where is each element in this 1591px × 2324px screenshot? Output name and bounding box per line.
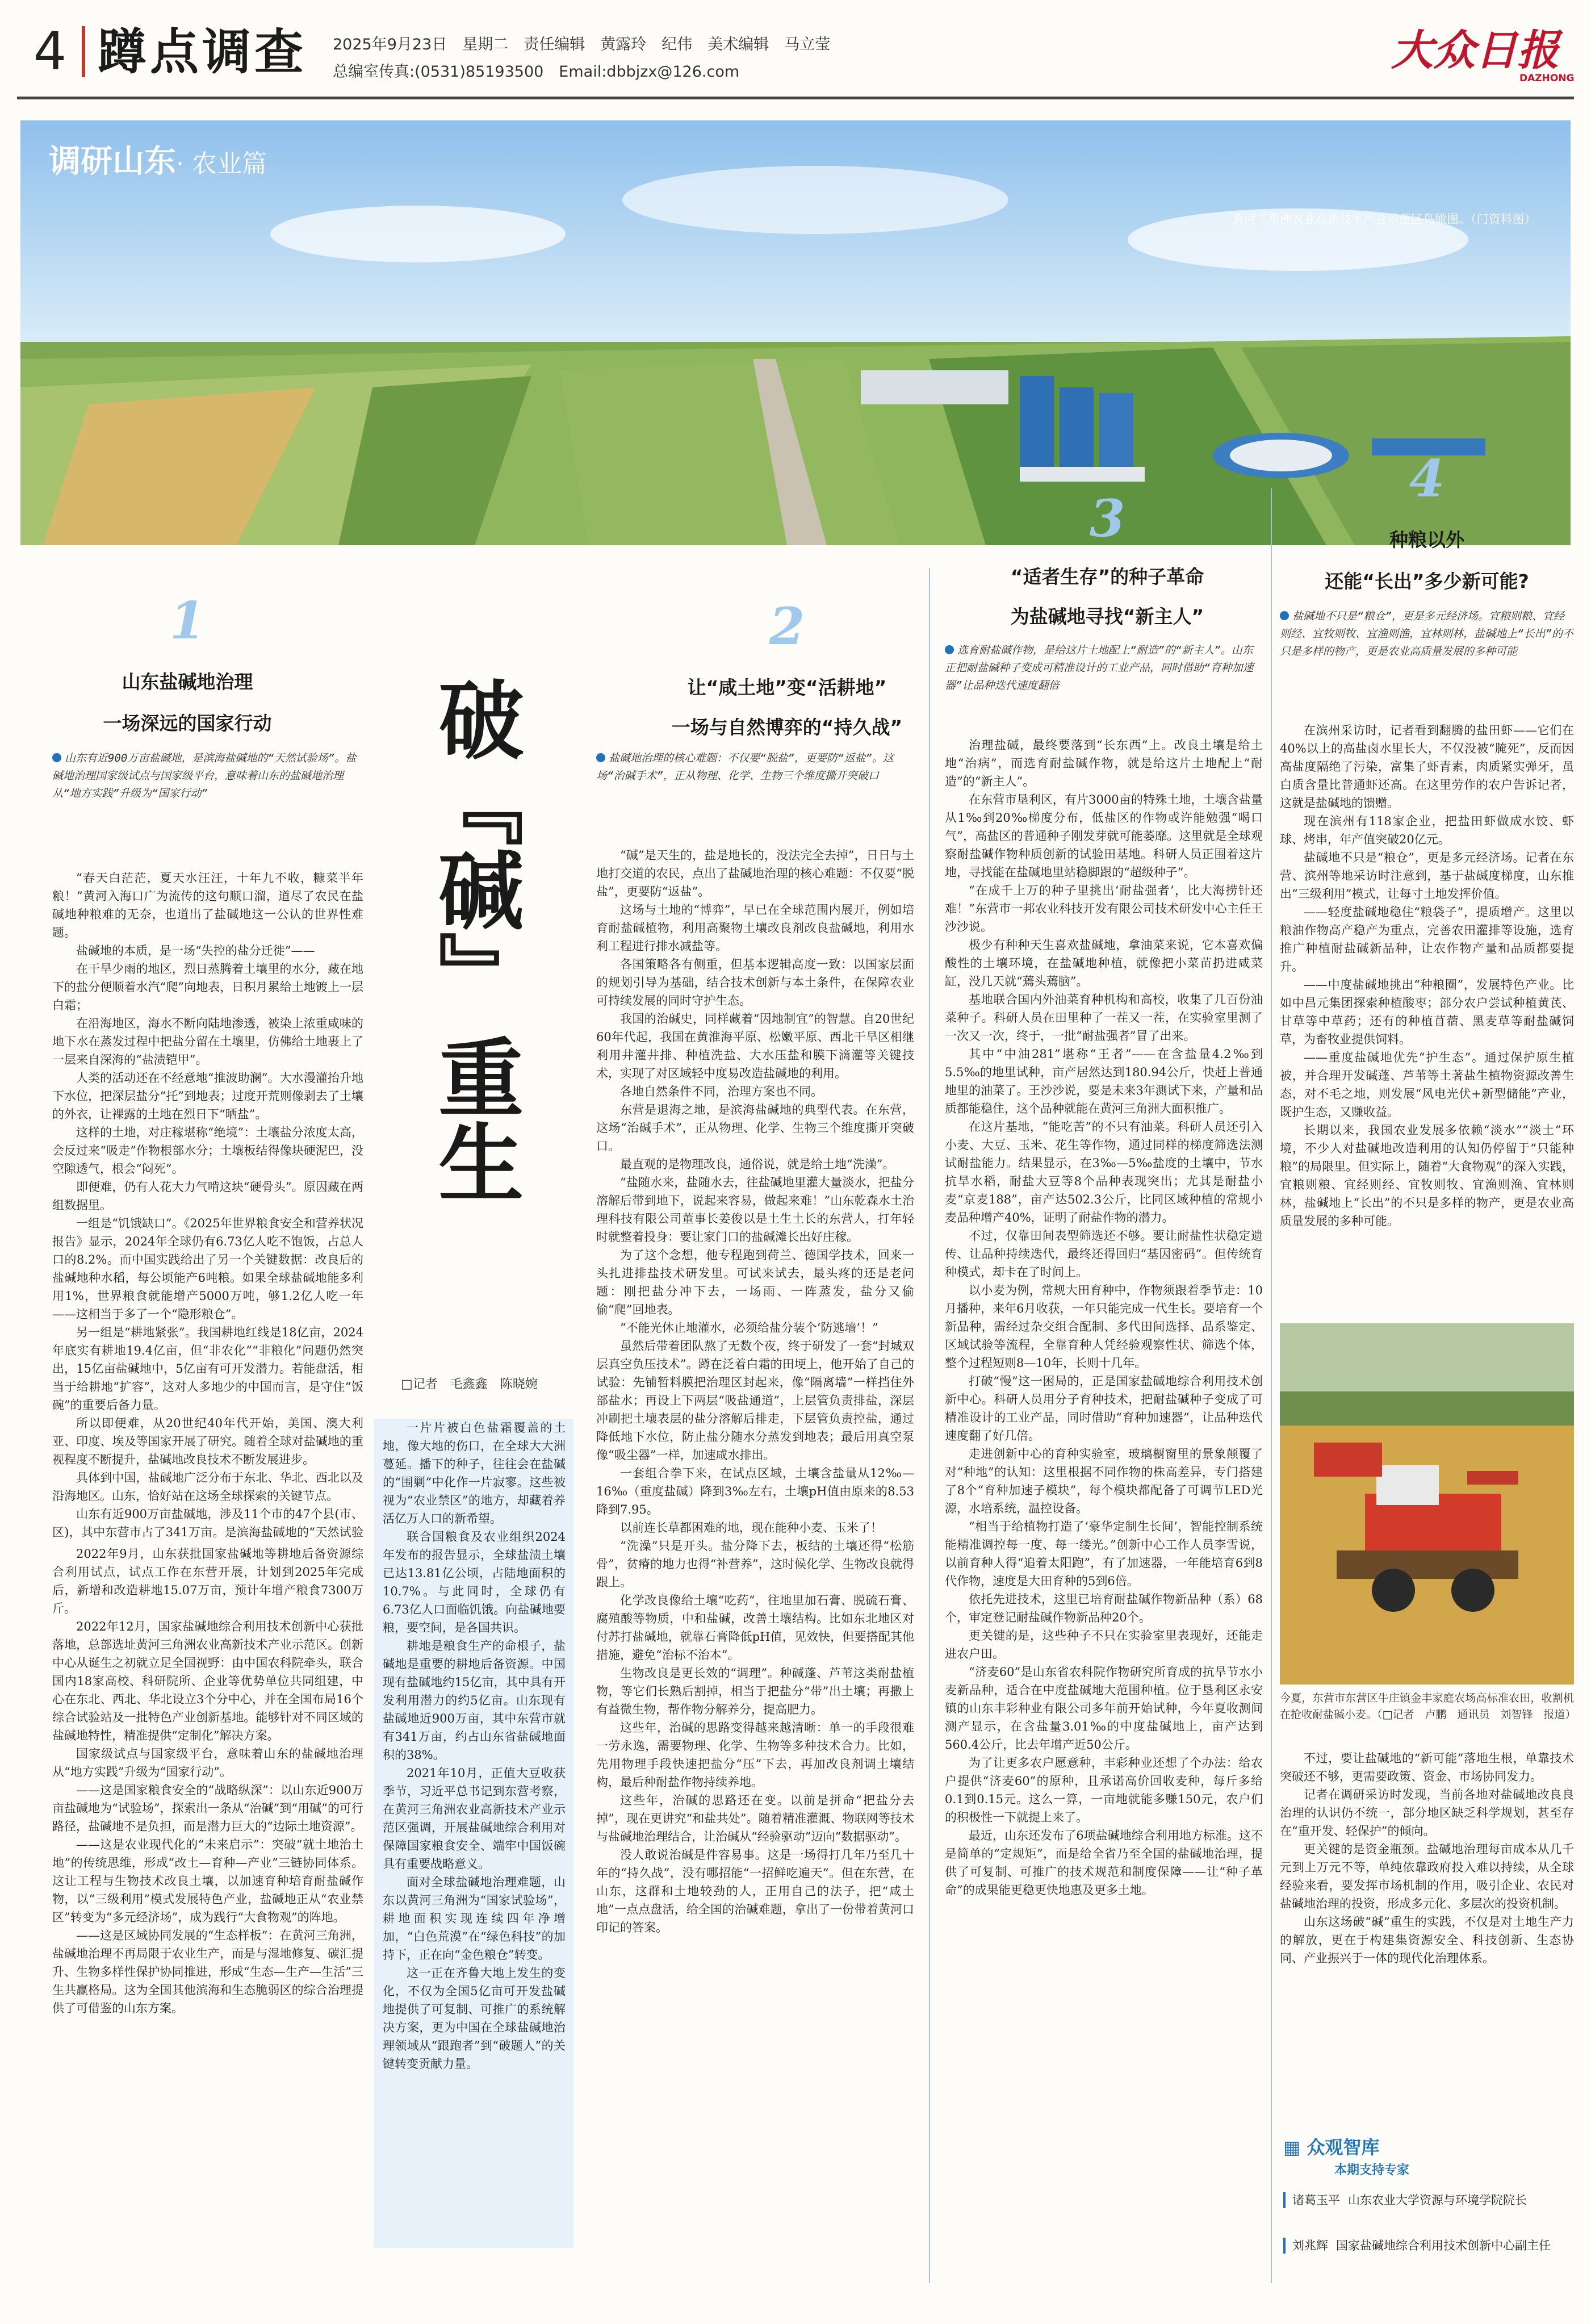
column-2 [596, 846, 914, 2277]
paragraph: 一套组合拳下来，在试点区域，土壤含盐量从12‰—16‰（重度盐碱）降到3‰左右，土壤pH值由原来的8.53降到7.95。 [596, 1466, 914, 1516]
section-1-subtitle: 一场深远的国家行动 [103, 712, 272, 734]
paragraph: 走进创新中心的育种实验室，玻璃橱窗里的景象颠覆了对“种地”的认知：这里根据不同作物的株高差异，专门搭建了8个“育种加速子模块”，每个模块都配备了可调节LED光源，水培系统，温控设备。 [945, 1447, 1263, 1515]
column-1a [52, 869, 363, 1539]
main-headline [411, 676, 536, 1204]
series-banner [49, 136, 267, 182]
header-divider [82, 26, 85, 77]
paragraph: “盐随水来，盐随水去，往盐碱地里灌大量淡水，把盐分溶解后带到地下，说起来容易，做起来难！”山东乾森水土治理科技有限公司董事长姜俊以是土生土长的东营人，打年轻时就整着投身：要让家门口的盐碱滩长出好庄稼。 [596, 1176, 914, 1244]
paragraph: 为了这个念想，他专程跑到荷兰、德国学技术，回来一头扎进排盐技术研发里。可试来试去，最头疼的还是老问题：刚把盐分冲下去，一场雨、一阵蒸发，盐分又偷偷“爬”回地表。 [596, 1248, 914, 1316]
paragraph: “不能光休止地灌水，必须给盐分装个‘防逃墙’！” [620, 1321, 878, 1335]
section-1-lead-text: 山东有近900万亩盐碱地，是滨海盐碱地的“天然试验场”。盐碱地治理国家级试点与国家级平台，意味着山东的盐碱地治理从“地方实践”升级为“国家行动” [52, 752, 357, 800]
think-tank-title [1283, 2133, 1379, 2159]
grid-icon: ▦ [1283, 2137, 1307, 2158]
paragraph: 2022年12月，国家盐碱地综合利用技术创新中心获批落地，总部选址黄河三角洲农业高新技术产业示范区。创新中心从诞生之初就立足全国视野：由中国农科院牵头，联合国内18家高校、科研院所、企业等优势单位共同组建，中心在东北、西北、华北设立3个分中心，并在全国布局16个综合试验站及一批特色产业创新基地。能够针对不同区域的盐碱地特性，精准提供“定制化”解决方案。 [52, 1620, 363, 1742]
section-3-number: 3 [1089, 488, 1125, 549]
expert-name: 诸葛玉平 [1292, 2193, 1340, 2207]
section-2-number: 2 [769, 596, 805, 657]
paragraph: 具体到中国，盐碱地广泛分布于东北、华北、西北以及沿海地区。山东，恰好站在这场全球探索的关键节点。 [52, 1471, 363, 1503]
paragraph: 面对全球盐碱地治理难题，山东以黄河三角洲为“国家试验场”，耕地面积实现连续四年净增加，“白色荒漠”在“绿色科技”的加持下，正在向“金色粮仓”转变。 [383, 1875, 566, 1962]
section-3-lead-text: 选育耐盐碱作物，是给这片土地配上“耐造”的“新主人”。山东正把耐盐碱种子变成可精准设计的工业产品，同时借助“育种加速器”让品种迭代速度翻倍 [945, 644, 1254, 692]
harvest-photo-caption: 今夏，东营市东营区牛庄镇金丰家庭农场高标准农田，收割机在抢收耐盐碱小麦。（□记者 卢鹏 通讯员 刘智锋 报道） [1280, 1692, 1576, 1721]
paragraph: “相当于给植物打造了‘豪华定制生长间’，智能控制系统能精准调控每一度、每一缕光。”创新中心工作人员李雪说，以前育种人得“追着太阳跑”，有了加速器，一年能培育6到8代作物，速度是大田育种的5到6倍。 [945, 1520, 1263, 1588]
paragraph: 我国的治碱史，同样藏着“因地制宜”的智慧。自20世纪60年代起，我国在黄淮海平原、松嫩平原、西北干旱区相继利用井灌井排、种植洗盐、大水压盐和膜下滴灌等关键技术，实现了对区域轻中度易改造盐碱地的利用。 [596, 1012, 914, 1080]
section-2-lead-text: 盐碱地治理的核心难题：不仅要“脱盐”，更要防“返盐”。这场“治碱手术”，正从物理、化学、生物三个维度撕开突破口 [596, 752, 894, 782]
paragraph: 另一组是“耕地紧张”。我国耕地红线是18亿亩，2024年底实有耕地19.4亿亩，但“非农化”“非粮化”问题仍然突出，15亿亩盐碱地中，5亿亩有可开发潜力。若能盘活，相当于给耕地“扩容”，这对人多地少的中国而言，是守住“饭碗”的重要后备力量。 [52, 1326, 363, 1412]
section-4-number: 4 [1409, 449, 1445, 509]
expert-title: 国家盐碱地综合利用技术创新中心副主任 [1336, 2239, 1551, 2252]
paragraph: 更关键的是资金瓶颈。盐碱地治理每亩成本从几千元到上万元不等，单纯依靠政府投入难以持续，从全球经验来看，要发挥市场机制的作用，吸引企业、农民对盐碱地治理的投资，形成多元化、多层次的投资机制。 [1280, 1842, 1574, 1911]
paragraph: 更关键的是，这些种子不只在实验室里表现好，还能走进农户田。 [945, 1629, 1263, 1661]
paragraph: ——这是农业现代化的“未来启示”：突破“就土地治土地”的传统思维，形成“改土—育种—产业”三链协同体系。这让工程与生物技术改良土壤，以加速育种培育耐盐碱作物，以“三级利用”模式发展特色产业，盐碱地正从“农业禁区”转变为“多元经济场”，成为践行“大食物观”的阵地。 [52, 1838, 363, 1924]
paragraph: ——轻度盐碱地稳住“粮袋子”，提质增产。这里以粮油作物高产稳产为重点，完善农田灌排等设施，选育推广种植耐盐碱新品种，让农作物产量和品质都要提升。 [1280, 905, 1574, 973]
paragraph: 依托先进技术，这里已培育耐盐碱作物新品种（系）68个，审定登记耐盐碱作物新品种20个。 [945, 1592, 1263, 1624]
expert-item [1283, 2238, 1574, 2254]
paragraph: 以小麦为例，常规大田育种中，作物须跟着季节走：10月播种，来年6月收获，一年只能完成一代生长。要培育一个新品种，需经过杂交组合配制、多代田间选择、品系鉴定、区域试验等流程，全靠育种人凭经验观察性状、筛选个体，整个过程短则8—10年，长则十几年。 [945, 1284, 1263, 1370]
paragraph: “碱”是天生的，盐是地长的，没法完全去掉”，日日与土地打交道的农民，点出了盐碱地治理的核心难题：不仅要“脱盐”，更要防“返盐”。 [596, 848, 914, 898]
paragraph: ——重度盐碱地优先“护生态”。通过保护原生植被，并合理开发碱蓬、芦苇等土著盐生植物资源改善生态，对不毛之地，则发展“风电光伏+新型储能”产业，既护生态，又赚收益。 [1280, 1051, 1574, 1119]
paragraph: 打破“慢”这一困局的，正是国家盐碱地综合利用技术创新中心。科研人员用分子育种技术，把耐盐碱种子变成了可精准设计的工业产品，同时借助“育种加速器”，让品种迭代速度翻了好几倍。 [945, 1374, 1263, 1443]
paragraph: 为了让更多农户愿意种，丰彩种业还想了个办法：给农户提供“济麦60”的原种，且承诺高价回收麦种，每斤多给0.1到0.15元。这么一算，一亩地就能多赚150元，农户们的积极性一下就提上来了。 [945, 1756, 1263, 1824]
section-4-lead-text: 盐碱地不只是“粮仓”，更是多元经济场。宜粮则粮、宜经则经、宜牧则牧、宜渔则渔，宜林则林，盐碱地上“长出”的不只是多样的物产，更是农业高质量发展的多种可能 [1280, 610, 1573, 658]
headline-part-1: 破『碱』 [424, 676, 524, 1017]
paragraph: 联合国粮食及农业组织2024年发布的报告显示，全球盐渍土壤已达13.81亿公顷，占陆地面积的10.7%。与此同时，全球仍有6.73亿人口面临饥饿。向盐碱地要粮，要空间，是各国共识。 [383, 1530, 566, 1635]
section-1-number: 1 [169, 591, 206, 651]
paragraph: 2022年9月，山东获批国家盐碱地等耕地后备资源综合利用试点，试点工作在东营开展，计划到2025年完成后，新增和改造耕地15.07万亩，预计年增产粮食7300万斤。 [52, 1547, 363, 1615]
paragraph: 最直观的是物理改良，通俗说，就是给土地“洗澡”。 [620, 1157, 895, 1171]
paragraph: 化学改良像给土壤“吃药”，往地里加石膏、脱硫石膏、腐殖酸等物质，中和盐碱，改善土壤结构。比如东北地区对付苏打盐碱地，就靠石膏降低pH值，见效快，但要搭配其他措施，避免“治标不治本”。 [596, 1594, 914, 1662]
section-title: 蹲点调查 [98, 24, 307, 81]
photo-caption: 黄河三角洲农业高新技术产业示范区鸟瞰图。（门资料图） [1232, 212, 1536, 226]
column-divider [1271, 488, 1272, 2283]
paragraph: ——这是区域协同发展的“生态样板”：在黄河三角洲，盐碱地治理不再局限于农业生产，而是与湿地修复、碳汇提升、生物多样性保护协同推进，形成“生态—生产—生活”三生共赢格局。这为全国其他滨海和生态脆弱区的综合治理提供了可借鉴的山东方案。 [52, 1929, 363, 2015]
section-2-lead [596, 750, 914, 841]
paragraph: 治理盐碱，最终要落到“长东西”上。改良土壤是给土地“治病”，而选育耐盐碱作物，就是给这片土地配上“耐造”的“新主人”。 [945, 738, 1263, 788]
section-2-subtitle: 一场与自然博弈的“持久战” [671, 716, 903, 738]
paragraph: 这些年，治碱的思路还在变。以前是拼命“把盐分去掉”，现在更讲究“和盐共处”。随着精准灌溉、物联网等技术与盐碱地治理结合，让治碱从“经验驱动”迈向“数据驱动”。 [596, 1794, 914, 1844]
paragraph: 在沿海地区，海水不断向陆地渗透，被染上浓重咸味的地下水在蒸发过程中把盐分留在土壤里，仿佛给土地裹上了一层来自深海的“盐渍铠甲”。 [52, 1017, 363, 1067]
paragraph: 所以即便难，从20世纪40年代开始，美国、澳大利亚、印度、埃及等国家开展了研究。随着全球对盐碱地的重视程度不断提升，盐碱地改良技术不断发展进步。 [52, 1416, 363, 1466]
paragraph: “济麦60”是山东省农科院作物研究所育成的抗旱节水小麦新品种，适合在中度盐碱地大范围种植。位于垦利区永安镇的山东丰彩种业有限公司多年前开始试种，今年夏收测间测产显示，在含盐量3.01‰的中度盐碱地上，亩产达到560.4公斤，比去年增产近50公斤。 [945, 1665, 1263, 1752]
expert-name: 刘兆辉 [1292, 2239, 1328, 2252]
paragraph: 一组是“饥饿缺口”。《2025年世界粮食安全和营养状况报告》显示，2024年全球仍有6.73亿人吃不饱饭，占总人口的8.2%。而中国实践给出了另一个关键数据：改良后的盐碱地种水稻，每公顷能产6吨粮。如果全球盐碱地能多利用1%，世界粮食就能增产5000万吨，够1.2亿人吃一年——这相当于多了一个“隐形粮仓”。 [52, 1217, 363, 1321]
header-meta-editors: 2025年9月23日 星期二 责任编辑 黄露玲 纪伟 美术编辑 马立莹 [333, 36, 831, 53]
banner-title: 调研山东 [49, 143, 176, 180]
paragraph: 没人敢说治碱是件容易事。这是一场得打几年乃至几十年的“持久战”，没有哪招能“一招鲜吃遍天”。但在东营，在山东，这群和土地较劲的人，正用自己的法子，把“咸土地”一点点盘活，给全国的治碱难题，拿出了一份带着黄河口印记的答案。 [596, 1848, 914, 1934]
paragraph: 极少有种种天生喜欢盐碱地，拿油菜来说，它本喜欢偏酸性的土壤环境，在盐碱地种植，就像把小菜苗扔进咸菜缸，没几天就“蔫头蔫脑”。 [945, 938, 1263, 988]
paragraph: 不过，要让盐碱地的“新可能”落地生根，单靠技术突破还不够，更需要政策、资金、市场协同发力。 [1280, 1752, 1574, 1783]
section-1-lead [52, 750, 363, 861]
expert-item [1283, 2192, 1574, 2208]
paragraph: 一片片被白色盐霜覆盖的土地，像大地的伤口，在全球大大洲蔓延。播下的种子，往往会在盐碱的“围剿”中化作一片寂寥。这些被视为“农业禁区”的地方，却藏着养活亿万人口的新希望。 [383, 1421, 566, 1525]
paragraph: ——中度盐碱地挑出“种粮圈”，发展特色产业。比如中昌元集团探索种植酸枣；部分农户尝试种植黄芪、甘草等中草药；还有的种植苜蓿、黑麦草等耐盐碱饲草，为畜牧业提供饲料。 [1280, 978, 1574, 1046]
header-meta-contact: 总编室传真:(0531)85193500 Email:dbbjzx@126.com [333, 63, 740, 81]
paragraph: ——这是国家粮食安全的“战略纵深”：以山东近900万亩盐碱地为“试验场”，探索出一条从“治碱”到“用碱”的可行路径，盐碱地不是负担，而是潜力巨大的“边际土地资源”。 [52, 1783, 363, 1833]
section-3-title: “适者生存”的种子革命 [1010, 566, 1204, 588]
paragraph: 各地自然条件不同，治理方案也不同。 [620, 1085, 823, 1098]
paragraph: 长期以来，我国农业发展多依赖“淡水”“淡土”环境，不少人对盐碱地改造利用的认知仍停留于“只能种粮”的局限里。但实际上，随着“大食物观”的深入实践，宜粮则粮、宜经则经、宜牧则牧、宜渔则渔、宜林则林，盐碱地上“长出”的不只是多样的物产，更是农业高质量发展的多种可能。 [1280, 1123, 1574, 1228]
column-divider [929, 568, 930, 2283]
paragraph: 山东有近900万亩盐碱地，涉及11个市的47个县(市、区)，其中东营市占了341万亩。是滨海盐碱地的“天然试验 [52, 1507, 363, 1539]
paragraph: 以前连长草都困难的地，现在能种小麦、玉米了！ [620, 1521, 882, 1535]
paragraph: 生物改良是更长效的“调理”。种碱蓬、芦苇这类耐盐植物，等它们长熟后割掉，相当于把盐分“带”出土壤；再撒上有益微生物，帮作物分解养分，提高肥力。 [596, 1666, 914, 1716]
bullet-dot-icon [1280, 611, 1289, 620]
paragraph: 不过，仅靠田间表型筛选还不够。要让耐盐性状稳定遗传、让品种持续迭代，最终还得回归“基因密码”。但传统育种模式，却卡在了时间上。 [945, 1229, 1263, 1279]
paragraph: 这一正在齐鲁大地上发生的变化，不仅为全国5亿亩可开发盐碱地提供了可复制、可推广的系统解决方案，更为中国在全球盐碱地治理领域从“跟跑者”到“破题人”的关键转变贡献力量。 [383, 1966, 566, 2071]
paragraph: “洗澡”只是开头。盐分降下去，板结的土壤还得“松筋骨”，贫瘠的地力也得“补营养”，这时候化学、生物改良就得跟上。 [596, 1539, 914, 1589]
paragraph: 各国策略各有侧重，但基本逻辑高度一致：以国家层面的规划引导为基础，结合技术创新与本土条件，在保障农业可持续发展的同时守护生态。 [596, 958, 914, 1008]
harvest-photo [1280, 1323, 1574, 1685]
paragraph: 在滨州采访时，记者看到翻腾的盐田虾——它们在40%以上的高盐卤水里长大，不仅没被“腌死”，反而因高盐度隔绝了污染，富集了虾青素，肉质紧实弹牙，虽白质含量比普通虾还高。在这里劳作的农户告诉记者，这就是盐碱地的馈赠。 [1280, 724, 1574, 810]
section-4-subtitle: 还能“长出”多少新可能? [1325, 570, 1529, 592]
paragraph: 即便难，仍有人花大力气啃这块“硬骨头”。原因藏在两组数据里。 [52, 1180, 363, 1212]
section-4-title: 种粮以外 [1389, 529, 1464, 551]
paragraph: 人类的活动还在不经意地“推波助澜”。大水漫灌抬升地下水位，把深层盐分“托”到地表；过度开荒则像剥去了土壤的外衣，让裸露的土地在烈日下“晒盐”。 [52, 1071, 363, 1121]
paragraph: 东营是退海之地，是滨海盐碱地的典型代表。在东营，这场“治碱手术”，正从物理、化学、生物三个维度撕开突破口。 [596, 1103, 914, 1153]
newspaper-logo: 大众日报 [1391, 26, 1559, 75]
bullet-dot-icon [596, 753, 605, 762]
paragraph: “春天白茫茫，夏天水汪汪，十年九不收，糠菜半年粮！”黄河入海口广为流传的这句顺口溜，道尽了农民在盐碱地种粮难的无奈，也道出了盐碱地这一公认的世界性难题。 [52, 871, 363, 939]
header-rule [17, 97, 1574, 99]
paragraph: 在这片基地，“能吃苦”的不只有油菜。科研人员还引入小麦、大豆、玉米、花生等作物，通过同样的梯度筛选法测试耐盐能力。结果显示，在3‰—5‰盐度的土壤中，节水抗旱水稻，耐盐大豆等8个品种表现突出；尤其是耐盐小麦“京麦188”，亩产达502.3公斤，比同区域种植的常规小麦品种增产40%，证明了耐盐作物的潜力。 [945, 1120, 1263, 1224]
bullet-dot-icon [52, 753, 61, 762]
paragraph: 耕地是粮食生产的命根子，盐碱地是重要的耕地后备资源。中国现有盐碱地约15亿亩，其中具有开发利用潜力的约5亿亩。山东现有盐碱地近900万亩，其中东营市就有341万亩，约占山东省盐碱地面积的38%。 [383, 1639, 566, 1762]
paragraph: 基地联合国内外油菜育种机构和高校，收集了几百份油菜种子。科研人员在田里种了一茬又一茬，在实验室里测了一次又一次，终于，一批“耐盐强者”冒了出来。 [945, 993, 1263, 1043]
paragraph: 盐碱地不只是“粮仓”，更是多元经济场。记者在东营、滨州等地采访时注意到，基于盐碱度梯度，山东推出“三级利用”模式，让每寸土地发挥价值。 [1280, 851, 1574, 901]
section-1-title: 山东盐碱地治理 [122, 671, 253, 693]
paragraph: 记者在调研采访时发现，当前各地对盐碱地改良良治理的认识仍不统一，部分地区缺乏科学规划，甚至存在“重开发、轻保护”的倾向。 [1280, 1788, 1574, 1838]
paragraph: 现在滨州有118家企业，把盐田虾做成水饺、虾球、烤串，年产值突破20亿元。 [1280, 814, 1574, 846]
paragraph: “在成千上万的种子里挑出‘耐盐强者’，比大海捞针还难！”东营市一邦农业科技开发有限公司技术研发中心主任王沙沙说。 [945, 884, 1263, 934]
section-2-title: 让“咸土地”变“活耕地” [687, 676, 887, 699]
column-4a [1280, 721, 1574, 1318]
think-tank-title-text: 众观智库 [1307, 2137, 1380, 2158]
paragraph: 国家级试点与国家级平台，意味着山东的盐碱地治理从“地方实践”升级为“国家行动”。 [52, 1747, 363, 1779]
section-4-lead [1280, 608, 1574, 716]
paragraph: 最近，山东还发布了6项盐碱地综合利用地方标准。这不是简单的“定规矩”，而是给全省乃至全国的盐碱地治理，提供了可复制、可推广的技术规范和制度保障——让“种子革命”的成果能更稳更快地惠及更多土地。 [945, 1829, 1263, 1897]
page-number: 4 [33, 21, 67, 82]
paragraph: 这样的土地，对庄稼堪称“绝境”：土壤盐分浓度太高，会反过来“吸走”作物根部水分；土壤板结得像块硬泥巴，没空隙透气，根会“闷死”。 [52, 1126, 363, 1176]
column-1b [52, 1545, 363, 2277]
paragraph: 这场与土地的“博弈”，早已在全球范围内展开，例如培育耐盐碱植物，利用高聚物土壤改良剂改良盐碱地，利用水利工程进行排水减盐等。 [596, 903, 914, 953]
section-3-subtitle: 为盐碱地寻找“新主人” [1010, 605, 1204, 628]
paragraph: 在干旱少雨的地区，烈日蒸腾着土壤里的水分，藏在地下的盐分便顺着水汽“爬”向地表，日积月累给土地镀上一层白霜； [52, 962, 363, 1012]
banner-subtitle: · 农业篇 [176, 149, 267, 178]
paragraph: 这些年，治碱的思路变得越来越清晰：单一的手段很难一劳永逸，需要物理、化学、生物等多种技术合力。比如，先用物理手段快速把盐分“压”下去，再加改良剂调土壤结构，最后种耐盐作物持续养地。 [596, 1721, 914, 1789]
paragraph: 其中“中油281”堪称“王者”——在含盐量4.2‰到5.5‰的地里试种，亩产居然达到180.94公斤，快赶上普通地里的油菜了。王沙沙说，要是未来3年测试下来，产量和品质都能稳住，这个品种就能在黄河三角洲大面积推广。 [945, 1047, 1263, 1115]
column-3 [945, 736, 1263, 2281]
paragraph: 在东营市垦利区，有片3000亩的特殊土地，土壤含盐量从1‰到20‰梯度分布，低盐区的作物或许能勉强“喝口气”，高盐区的普通种子刚发芽就可能萎靡。这里就是全球观察耐盐碱作物种质创新的试验田基地。科研人员正围着这片地，寻找能在盐碱地里站稳脚跟的“超级种子”。 [945, 793, 1263, 879]
headline-part-2: 重生 [424, 1034, 524, 1204]
column-4b [1280, 1749, 1574, 2118]
think-tank-subtitle: 本期支持专家 [1334, 2163, 1410, 2177]
section-3-lead [945, 642, 1263, 733]
byline: □记者 毛鑫鑫 陈晓婉 [401, 1377, 538, 1391]
expert-title: 山东农业大学资源与环境学院院长 [1348, 2193, 1527, 2207]
paragraph: 虽然后带着团队熬了无数个夜，终于研发了一套“封城双层真空负压技术”。蹲在泛着白霜的田埂上，他开始了自己的试验：先铺暂料膜把治理区封起来，像“隔离墙”一样挡住外部盐水；再设上下两层“吸盐通道”，上层管负责排盐，深层冲刷把土壤表层的盐分溶解后排走，下层管负责控盐，通过降低地下水位，防止盐分随水分蒸发到地表；最后用真空泵像“吸尘器”一样，加速咸水排出。 [596, 1339, 914, 1462]
paragraph: 盐碱地的本质，是一场“失控的盐分迁徙”—— [76, 944, 315, 958]
newspaper-logo-en: DAZHONG [1519, 73, 1575, 84]
paragraph: 山东这场破“碱”重生的实践，不仅是对土地生产力的解放，更在于构建集资源安全、科技创新、生态协同、产业振兴于一体的现代化治理体系。 [1280, 1915, 1574, 1965]
paragraph: 2021年10月，正值大豆收获季节，习近平总书记到东营考察，在黄河三角洲农业高新技术产业示范区强调，开展盐碱地综合利用对保障国家粮食安全、端牢中国饭碗具有重要战略意义。 [383, 1766, 566, 1871]
intro-text [383, 1419, 566, 2248]
bullet-dot-icon [945, 645, 954, 654]
